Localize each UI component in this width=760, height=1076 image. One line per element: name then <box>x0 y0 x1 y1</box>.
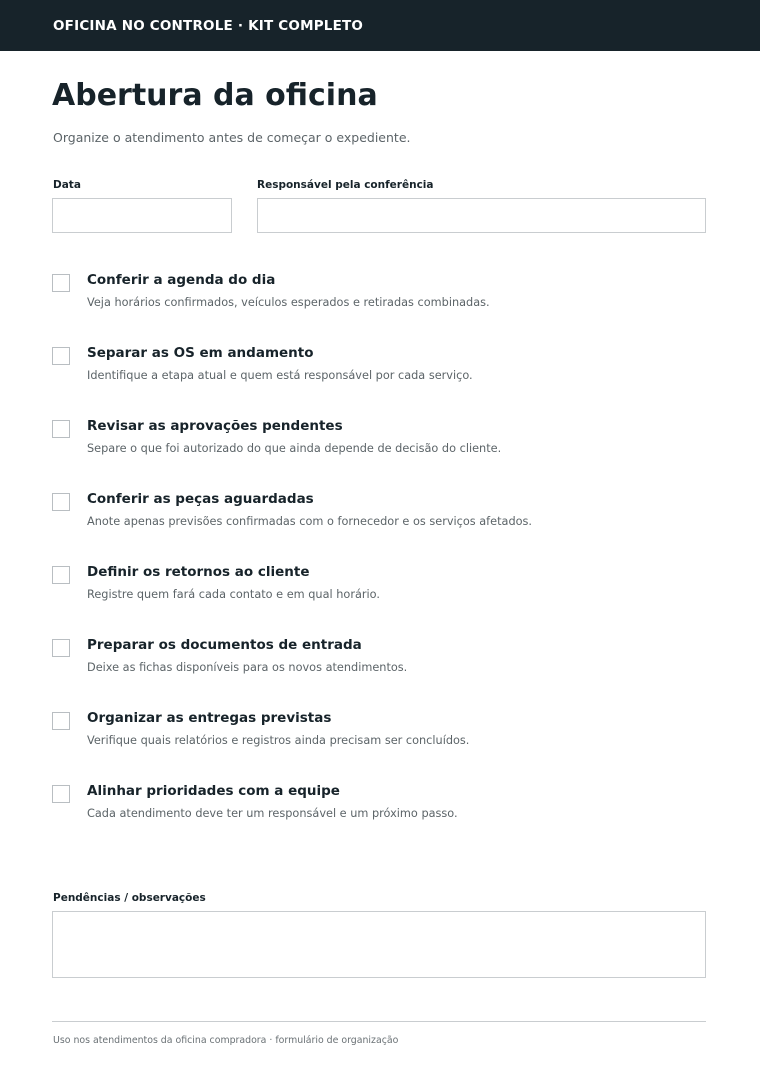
checkbox[interactable] <box>52 420 70 438</box>
checklist-item-title: Revisar as aprovações pendentes <box>87 418 343 434</box>
footer-text: Uso nos atendimentos da oficina compradora · formulário de organização <box>53 1035 399 1046</box>
checklist-item-description: Identifique a etapa atual e quem está responsável por cada serviço. <box>87 369 473 382</box>
header-title: OFICINA NO CONTROLE · KIT COMPLETO <box>53 18 364 34</box>
notes-label: Pendências / observações <box>53 892 206 904</box>
checklist-item-description: Cada atendimento deve ter um responsável e um próximo passo. <box>87 807 458 820</box>
checklist-item-description: Veja horários confirmados, veículos esperados e retiradas combinadas. <box>87 296 490 309</box>
page-title: Abertura da oficina <box>52 78 378 113</box>
checkbox[interactable] <box>52 493 70 511</box>
checkbox[interactable] <box>52 566 70 584</box>
checklist-item <box>0 272 760 332</box>
checklist-item <box>0 564 760 624</box>
checkbox[interactable] <box>52 712 70 730</box>
checklist-item <box>0 783 760 843</box>
checkbox[interactable] <box>52 639 70 657</box>
checkbox[interactable] <box>52 274 70 292</box>
date-field[interactable] <box>52 198 232 233</box>
checklist-item-title: Organizar as entregas previstas <box>87 710 332 726</box>
footer-divider <box>52 1021 706 1022</box>
checklist-item-title: Alinhar prioridades com a equipe <box>87 783 340 799</box>
checklist-item <box>0 491 760 551</box>
checklist-item-description: Deixe as fichas disponíveis para os novos atendimentos. <box>87 661 408 674</box>
checklist-item <box>0 710 760 770</box>
checklist-item <box>0 418 760 478</box>
checklist-item <box>0 637 760 697</box>
checkbox[interactable] <box>52 785 70 803</box>
checklist-item-description: Registre quem fará cada contato e em qual horário. <box>87 588 380 601</box>
checkbox[interactable] <box>52 347 70 365</box>
checklist-item <box>0 345 760 405</box>
date-label: Data <box>53 179 81 191</box>
responsible-label: Responsável pela conferência <box>257 179 434 191</box>
checklist-item-title: Conferir as peças aguardadas <box>87 491 314 507</box>
responsible-field[interactable] <box>257 198 706 233</box>
checklist-item-description: Separe o que foi autorizado do que ainda depende de decisão do cliente. <box>87 442 502 455</box>
checklist-item-title: Conferir a agenda do dia <box>87 272 276 288</box>
page-subtitle: Organize o atendimento antes de começar o expediente. <box>53 130 411 145</box>
checklist-item-title: Preparar os documentos de entrada <box>87 637 362 653</box>
notes-field[interactable] <box>52 911 706 978</box>
checklist-item-description: Anote apenas previsões confirmadas com o fornecedor e os serviços afetados. <box>87 515 533 528</box>
header-bar <box>0 0 760 51</box>
checklist-item-title: Definir os retornos ao cliente <box>87 564 310 580</box>
checklist-item-title: Separar as OS em andamento <box>87 345 314 361</box>
checklist-item-description: Verifique quais relatórios e registros ainda precisam ser concluídos. <box>87 734 470 747</box>
